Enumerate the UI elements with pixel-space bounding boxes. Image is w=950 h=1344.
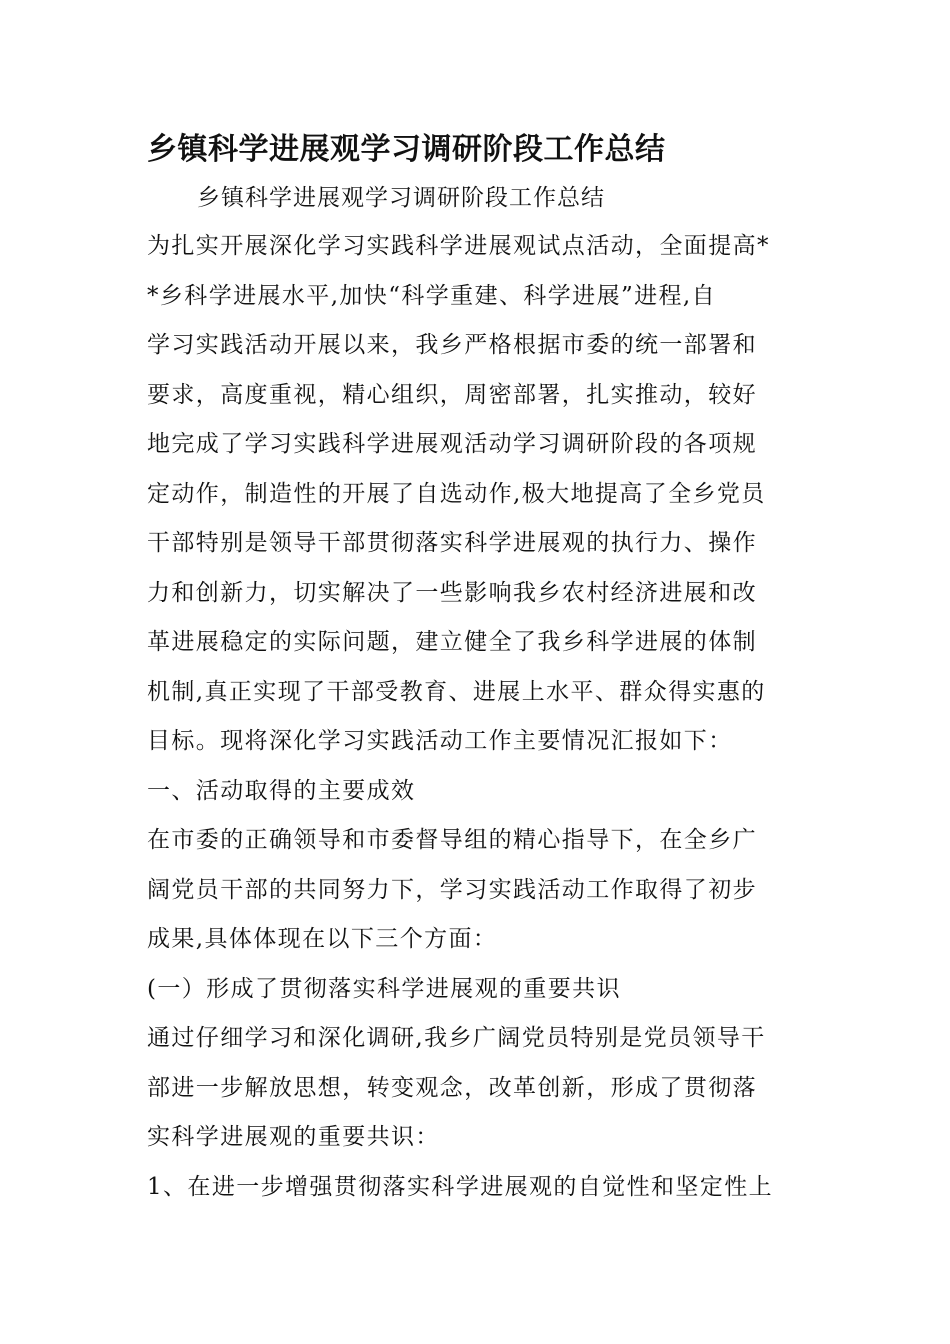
document-title: 乡镇科学进展观学习调研阶段工作总结 [147,132,666,167]
text-line: 学习实践活动开展以来，我乡严格根据市委的统一部署和 [147,332,757,358]
paragraph [147,816,807,965]
text-line: 要求，高度重视，精心组织，周密部署，扎实推动，较好 [147,381,757,408]
text-line: 通过仔细学习和深化调研,我乡广阔党员特别是党员领导干 [147,1025,766,1051]
text-line: 为扎实开展深化学习实践科学进展观试点活动，全面提高* [147,233,770,259]
text-line: 目标。现将深化学习实践活动工作主要情况汇报如下： [147,728,733,754]
text-line: 干部特别是领导干部贯彻落实科学进展观的执行力、操作 [147,530,757,556]
text-line: 成果,具体体现在以下三个方面： [147,926,498,952]
text-line: 定动作，制造性的开展了自选动作,极大地提高了全乡党员 [147,480,766,507]
text-line: *乡科学进展水平,加快“科学重建、科学进展”进程,自 [147,282,717,309]
paragraph [147,1014,807,1163]
section-heading [147,767,807,817]
text-line: 革进展稳定的实际问题，建立健全了我乡科学进展的体制 [147,629,757,655]
text-line: 实科学进展观的重要共识： [147,1124,440,1150]
text-line: 一、活动取得的主要成效 [147,777,416,804]
document-subtitle: 乡镇科学进展观学习调研阶段工作总结 [197,185,605,211]
text-line: 地完成了学习实践科学进展观活动学习调研阶段的各项规 [147,431,757,457]
document-body [147,222,807,1212]
numbered-item [147,1163,807,1213]
text-line: 1、在进一步增强贯彻落实科学进展观的自觉性和坚定性上 [147,1173,774,1200]
text-line: 部进一步解放思想，转变观念，改革创新，形成了贯彻落 [147,1074,757,1101]
text-line: 力和创新力，切实解决了一些影响我乡农村经济进展和改 [147,579,757,606]
subsection-heading [147,965,807,1015]
text-line: (一）形成了贯彻落实科学进展观的重要共识 [147,975,621,1002]
text-line: 阔党员干部的共同努力下，学习实践活动工作取得了初步 [147,876,757,903]
paragraph-intro [147,222,807,767]
text-line: 机制,真正实现了干部受教育、进展上水平、群众得实惠的 [147,678,766,705]
text-line: 在市委的正确领导和市委督导组的精心指导下，在全乡广 [147,827,757,853]
